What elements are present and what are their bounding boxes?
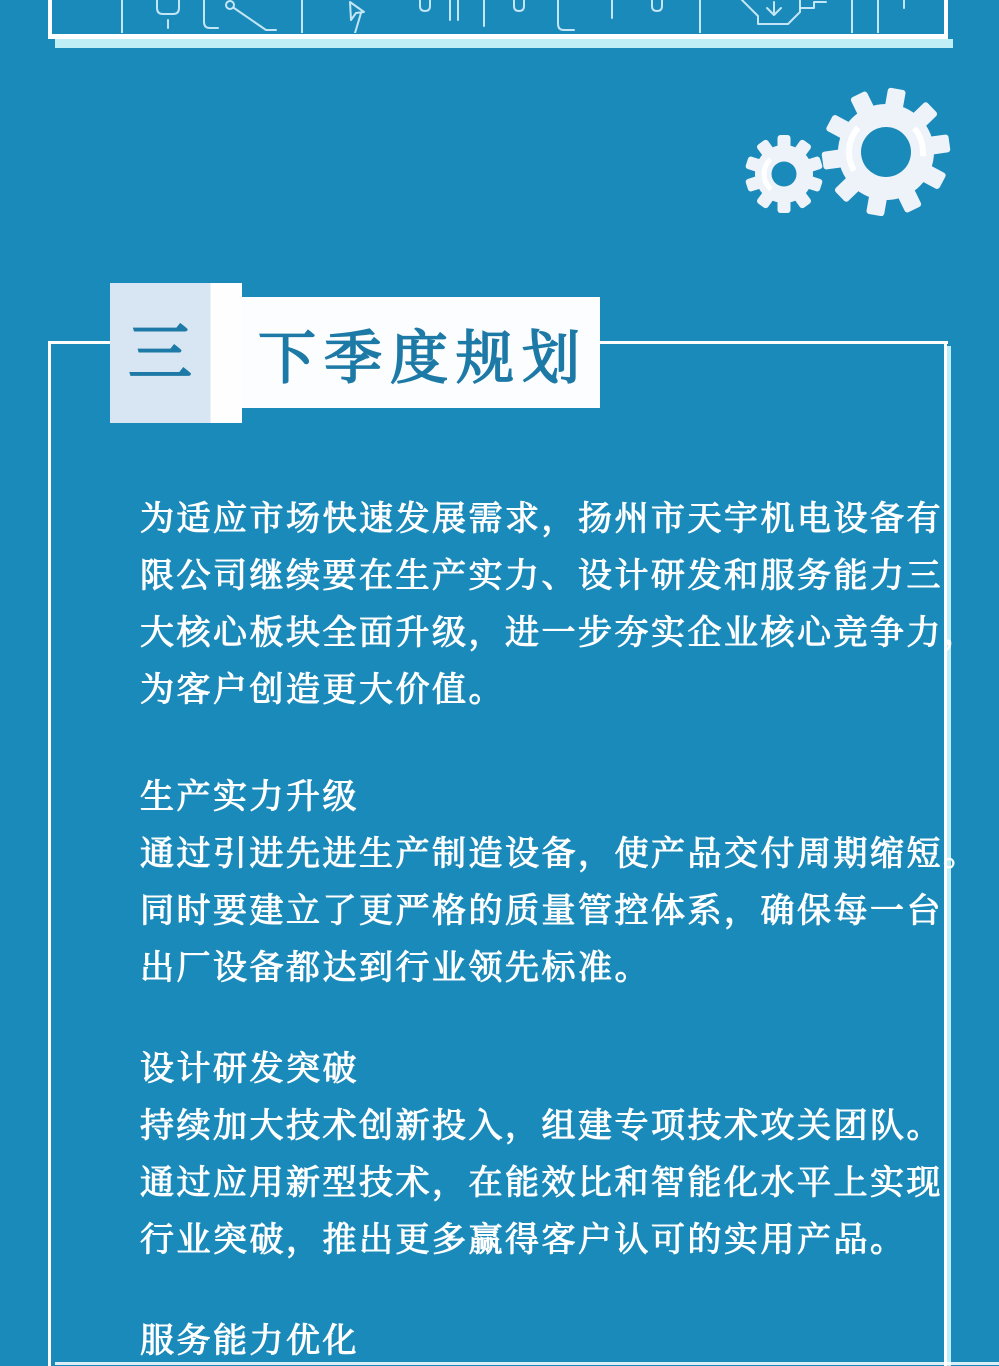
strip-accent-bar	[55, 39, 953, 48]
body-copy	[140, 491, 999, 1366]
gears-icon	[740, 86, 955, 216]
subsection-heading: 生产实力升级	[140, 778, 359, 816]
section-production	[140, 769, 999, 997]
text-line: 同时要建立了更严格的质量管控体系，确保每一台	[140, 892, 943, 930]
text-line: 为客户创造更大价值。	[140, 671, 505, 709]
section-index-box	[110, 283, 242, 423]
subsection-heading: 服务能力优化	[140, 1322, 359, 1360]
circuit-pattern-icon	[52, 0, 944, 33]
section-title-box	[242, 297, 600, 408]
intro-paragraph	[140, 491, 999, 719]
text-line: 通过应用新型技术，在能效比和智能化水平上实现	[140, 1164, 943, 1202]
circuit-border-strip	[48, 0, 948, 39]
section-service	[140, 1313, 999, 1366]
text-line: 出厂设备都达到行业领先标准。	[140, 949, 651, 987]
subsection-heading: 设计研发突破	[140, 1050, 359, 1088]
section-rnd	[140, 1041, 999, 1269]
section-title: 下季度规划	[258, 325, 589, 391]
text-line: 行业突破，推出更多赢得客户认可的实用产品。	[140, 1221, 907, 1259]
text-line: 通过引进先进生产制造设备，使产品交付周期缩短。	[140, 835, 980, 873]
text-line: 大核心板块全面升级，进一步夯实企业核心竞争力，	[140, 614, 980, 652]
text-line: 为适应市场快速发展需求，扬州市天宇机电设备有	[140, 500, 943, 538]
text-line: 限公司继续要在生产实力、设计研发和服务能力三	[140, 557, 943, 595]
frame-left-border	[48, 341, 51, 1366]
section-index-label: 三	[128, 317, 192, 389]
text-line: 持续加大技术创新投入，组建专项技术攻关团队。	[140, 1107, 943, 1145]
